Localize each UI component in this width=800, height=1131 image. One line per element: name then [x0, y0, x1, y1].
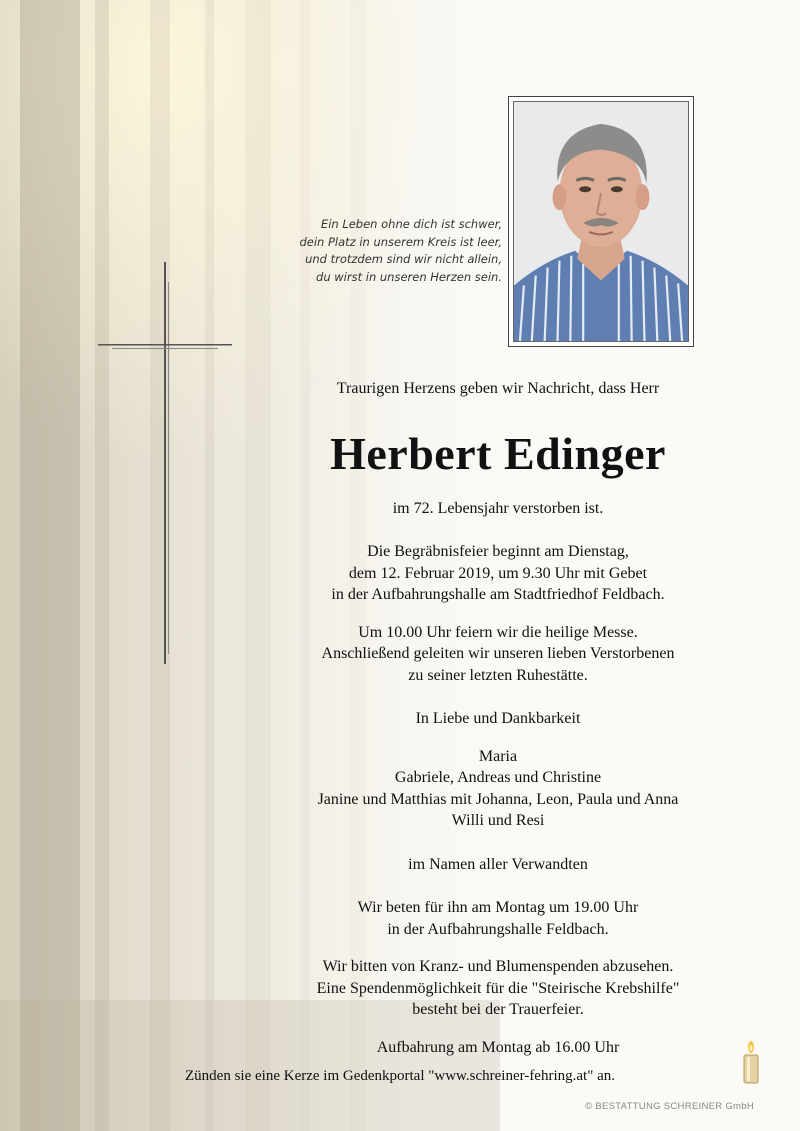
mourner-line: Maria — [478, 747, 518, 765]
poem — [262, 216, 502, 286]
mass-line: Anschließend geleiten wir unseren lieben Verstorbenen — [321, 645, 675, 662]
funeral-line: in der Aufbahrungshalle am Stadtfriedhof Feldbach. — [331, 586, 665, 603]
intro-line: Traurigen Herzens geben wir Nachricht, dass Herr — [336, 380, 660, 397]
mass-paragraph — [230, 622, 766, 687]
donation-line: Wir bitten von Kranz- und Blumenspenden abzusehen. — [322, 958, 674, 975]
mourner-line: Willi und Resi — [451, 812, 545, 829]
copyright: © BESTATTUNG SCHREINER GmbH — [585, 1101, 754, 1112]
mass-line: zu seiner letzten Ruhestätte. — [408, 666, 588, 684]
funeral-line: dem 12. Februar 2019, um 9.30 Uhr mit Gebet — [348, 564, 648, 582]
candle-icon — [741, 1040, 761, 1084]
gratitude-line: In Liebe und Dankbarkeit — [415, 710, 581, 727]
mass-line: Um 10.00 Uhr feiern wir die heilige Messe. — [358, 623, 638, 641]
deceased-name: Herbert Edinger — [330, 427, 666, 479]
poem-line: du wirst in unseren Herzen sein. — [316, 269, 502, 284]
poem-line: Ein Leben ohne dich ist schwer, — [320, 217, 502, 231]
portrait-photo — [513, 101, 689, 342]
obituary-text — [230, 378, 766, 1058]
portrait-frame — [508, 96, 694, 347]
age-line: im 72. Lebensjahr verstorben ist. — [392, 499, 604, 517]
poem-line: und trotzdem sind wir nicht allein, — [305, 252, 502, 266]
mourner-line: Janine und Matthias mit Johanna, Leon, Paula und Anna — [317, 790, 679, 808]
donation-line: Eine Spendenmöglichkeit für die "Steirische Krebshilfe" — [316, 979, 680, 997]
funeral-paragraph — [230, 541, 766, 606]
donation-paragraph — [230, 956, 766, 1021]
prayer-line: Wir beten für ihn am Montag um 19.00 Uhr — [357, 899, 639, 916]
mourner-line: Gabriele, Andreas und Christine — [394, 769, 602, 786]
donation-line: besteht bei der Trauerfeier. — [412, 1001, 584, 1018]
prayer-line: in der Aufbahrungshalle Feldbach. — [387, 920, 609, 938]
memorial-portal-line: Zünden sie eine Kerze im Gedenkportal "www.schreiner-fehring.at" an. — [185, 1068, 615, 1084]
relatives-line: im Namen aller Verwandten — [408, 855, 588, 873]
prayer-paragraph — [230, 897, 766, 940]
funeral-line: Die Begräbnisfeier beginnt am Dienstag, — [367, 543, 629, 560]
poem-line: dein Platz in unserem Kreis ist leer, — [299, 234, 502, 249]
viewing-line: Aufbahrung am Montag ab 16.00 Uhr — [376, 1038, 620, 1056]
cross-icon — [98, 262, 232, 664]
mourners-list — [230, 746, 766, 832]
